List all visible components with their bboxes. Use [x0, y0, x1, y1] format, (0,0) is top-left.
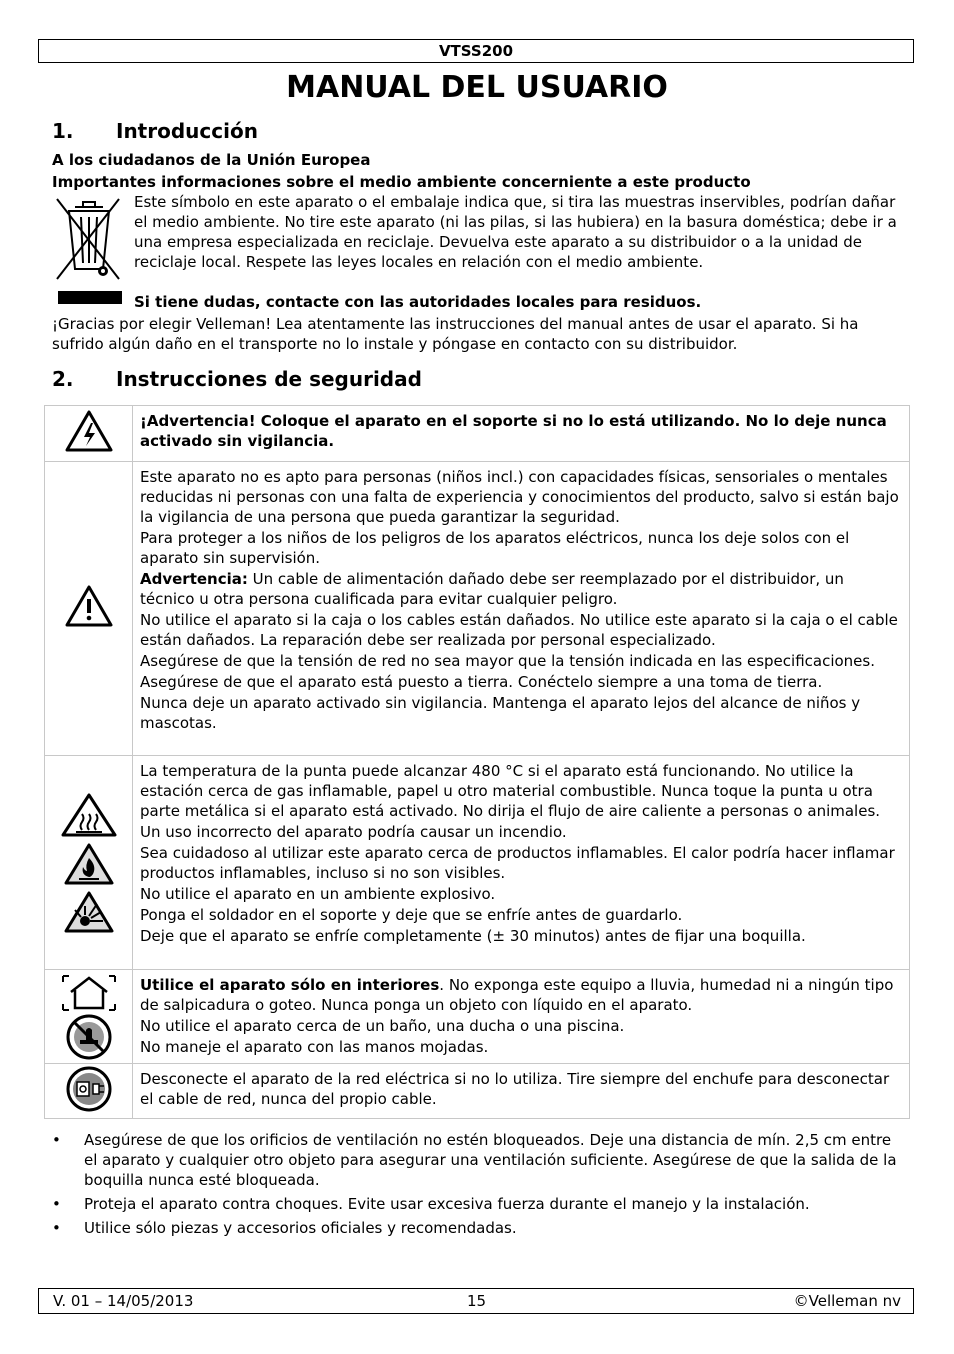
safety-paragraph: Desconecte el aparato de la red eléctrica si no lo utiliza. Tire siempre del enchufe para desconectar el cable de red, nunca del propio cable. — [140, 1070, 890, 1108]
section-title: Instrucciones de seguridad — [116, 367, 422, 391]
text-cell — [133, 756, 910, 970]
list-item — [52, 1218, 904, 1238]
bullet-symbol: • — [52, 1219, 61, 1237]
document-title: MANUAL DEL USUARIO — [286, 70, 668, 105]
section-1-heading — [52, 118, 258, 144]
icon-cell — [45, 406, 133, 462]
safety-paragraph: Deje que el aparato se enfríe completamente (± 30 minutos) antes de fijar una boquilla. — [140, 927, 806, 945]
lightning-warning-icon — [64, 409, 114, 453]
explosion-icon — [63, 890, 115, 934]
section-number: 2. — [52, 367, 74, 391]
text-cell — [133, 406, 910, 462]
safety-paragraph: Sea cuidadoso al utilizar este aparato cerca de productos inflamables. El calor podría hacer inflamar productos inflamables, incluso si no son visibles. — [140, 844, 895, 882]
weee-text: Este símbolo en este aparato o el embalaje indica que, si tira las muestras inservibles, podrían dañar el medio ambiente. No tire este aparato (ni las pilas, si las hubiera) en la basura doméstica; debe ir a una empresa especializada en reciclaje. Devuelva este aparato a su distribuidor o a la unidad de reciclaje local. Respete las leyes locales en relación con el medio ambiente. — [134, 193, 897, 271]
safety-paragraph: No maneje el aparato con las manos mojadas. — [140, 1038, 489, 1056]
indoor-use-icon — [61, 974, 117, 1012]
section-number: 1. — [52, 119, 74, 143]
icon-cell — [45, 756, 133, 970]
safety-row — [45, 406, 910, 462]
indoor-text: . No exponga este equipo a lluvia, humedad ni a ningún tipo de salpicadura o goteo. Nunca ponga un objeto con líquido en el aparato. — [140, 976, 894, 1014]
bullet-symbol: • — [52, 1131, 61, 1149]
caution-warning-icon — [64, 584, 114, 628]
safety-paragraph: No utilice el aparato si la caja o los cables están dañados. No utilice este aparato si la caja o el cable están dañados. La reparación debe ser realizada por personal especializado. — [140, 611, 898, 649]
safety-paragraph: Este aparato no es apto para personas (niños incl.) con capacidades físicas, sensoriales o mentales reducidas ni personas con una falta de experiencia y conocimientos del producto, salvo si están bajo la vigilancia de una persona que pueda garantizar la seguridad. — [140, 468, 899, 526]
unplug-icon — [66, 1066, 112, 1112]
list-item — [52, 1130, 904, 1190]
safety-row — [45, 970, 910, 1064]
safety-paragraph: Nunca deje un aparato activado sin vigilancia. Mantenga el aparato lejos del alcance de niños y mascotas. — [140, 694, 861, 732]
icon-cell — [45, 970, 133, 1064]
safety-paragraph: La temperatura de la punta puede alcanzar 480 °C si el aparato está funcionando. No utilice la estación cerca de gas inflamable, papel u otro material combustible. Nunca toque la punta u otra parte metálica si el aparato está activado. No dirija el flujo de aire caliente a personas o animales. — [140, 762, 881, 820]
safety-paragraph: No utilice el aparato en un ambiente explosivo. — [140, 885, 496, 903]
eu-citizens-subheading: A los ciudadanos de la Unión Europea — [52, 151, 371, 169]
indoor-label: Utilice el aparato sólo en interiores — [140, 976, 440, 994]
safety-table — [44, 405, 910, 1119]
icon-cell — [45, 1064, 133, 1119]
section-title: Introducción — [116, 119, 258, 143]
text-cell — [133, 1064, 910, 1119]
hot-surface-icon — [60, 792, 118, 838]
weee-bin-icon — [53, 193, 123, 285]
list-item — [52, 1194, 904, 1214]
list-item-text: Utilice sólo piezas y accesorios oficiales y recomendadas. — [84, 1219, 517, 1237]
safety-paragraph — [140, 569, 901, 609]
warning-text: ¡Advertencia! Coloque el aparato en el soporte si no lo está utilizando. No lo deje nunca activado sin vigilancia. — [140, 412, 887, 450]
text-cell — [133, 462, 910, 756]
environment-subheading: Importantes informaciones sobre el medio ambiente concerniente a este producto — [52, 173, 751, 191]
thanks-paragraph: ¡Gracias por elegir Velleman! Lea atentamente las instrucciones del manual antes de usar el aparato. Si ha sufrido algún daño en el transporte no lo instale y póngase en contacto con su distribuidor. — [52, 315, 859, 353]
warning-label: Advertencia: — [140, 570, 248, 588]
bullet-list — [52, 1130, 904, 1242]
warning-text: Un cable de alimentación dañado debe ser reemplazado por el distribuidor, un técnico u otra persona cualificada para evitar cualquier peligro. — [140, 570, 844, 608]
fire-icon — [63, 842, 115, 886]
version-date: V. 01 – 14/05/2013 — [53, 1292, 194, 1310]
safety-paragraph: Para proteger a los niños de los peligros de los aparatos eléctricos, nunca los deje solos con el aparato sin supervisión. — [140, 529, 850, 567]
safety-paragraph: Asegúrese de que la tensión de red no sea mayor que la tensión indicada en las especificaciones. — [140, 652, 875, 670]
safety-row — [45, 462, 910, 756]
no-water-icon — [66, 1014, 112, 1060]
safety-paragraph: No utilice el aparato cerca de un baño, una ducha o una piscina. — [140, 1017, 625, 1035]
weee-bar — [58, 291, 122, 304]
safety-row — [45, 756, 910, 970]
icon-cell — [45, 462, 133, 756]
safety-paragraph: Ponga el soldador en el soporte y deje que se enfríe antes de guardarlo. — [140, 906, 683, 924]
safety-row — [45, 1064, 910, 1119]
page-header — [38, 39, 914, 63]
page-footer — [38, 1288, 914, 1314]
weee-bold-note: Si tiene dudas, contacte con las autoridades locales para residuos. — [134, 293, 702, 311]
bullet-symbol: • — [52, 1195, 61, 1213]
safety-paragraph: Un uso incorrecto del aparato podría causar un incendio. — [140, 823, 567, 841]
text-cell — [133, 970, 910, 1064]
list-item-text: Asegúrese de que los orificios de ventilación no estén bloqueados. Deje una distancia de mín. 2,5 cm entre el aparato y cualquier otro objeto para asegurar una ventilación suficiente. Asegúrese de que la salida de la boquilla nunca esté bloqueada. — [84, 1131, 897, 1189]
copyright: ©Velleman nv — [793, 1292, 901, 1310]
safety-paragraph: Asegúrese de que el aparato está puesto a tierra. Conéctelo siempre a una toma de tierra. — [140, 673, 823, 691]
list-item-text: Proteja el aparato contra choques. Evite usar excesiva fuerza durante el manejo y la instalación. — [84, 1195, 810, 1213]
safety-paragraph — [140, 975, 901, 1015]
model-name: VTSS200 — [438, 42, 514, 60]
page-number: 15 — [467, 1292, 487, 1310]
section-2-heading — [52, 366, 422, 392]
